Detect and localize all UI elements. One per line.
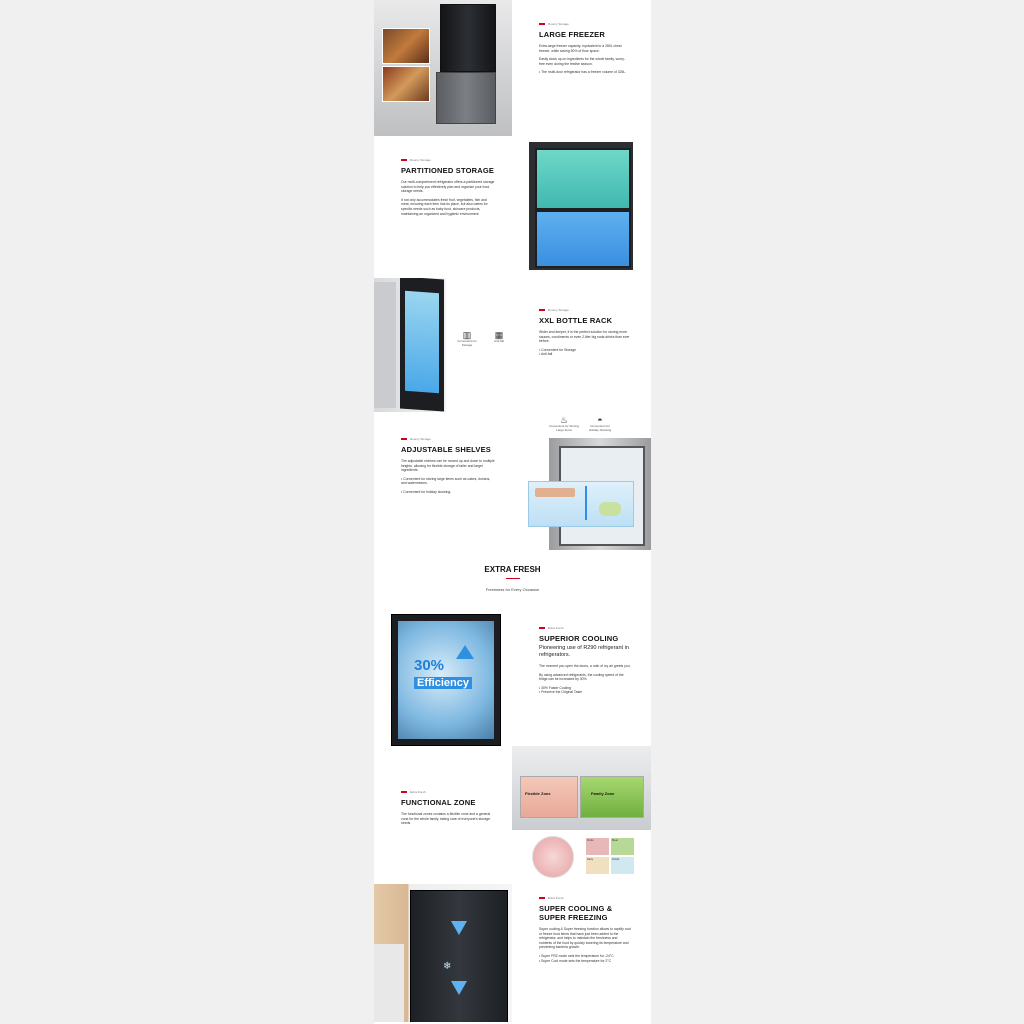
chest-freezer (436, 72, 496, 124)
large-freezer-section (374, 0, 651, 140)
section-title: SUPERIOR COOLING (539, 634, 619, 643)
section-tag: Roomy Storage (401, 158, 496, 162)
cooling-fridge-image (391, 614, 501, 746)
grid-item: Meat (611, 838, 634, 855)
fridge-black (440, 4, 496, 72)
bottles-icon: ▥ (462, 330, 472, 340)
section-title: ADJUSTABLE SHELVES (401, 445, 492, 454)
extra-fresh-subtitle: Freshness for Every Occasion (485, 587, 540, 592)
door-bins (405, 291, 439, 393)
section-tag: Roomy Storage (539, 308, 631, 312)
extra-fresh-header (374, 565, 651, 592)
adjustable-shelves-section (374, 413, 651, 551)
super-cooling-section (374, 884, 651, 1024)
section-text: The moment you open the doors, a rush of icy air greets you. By using advanced refrigerants, the cooling speed of the fridge can be increased by 30%. • 30% Faster Cooling • Preserve the Original Taste (539, 664, 631, 695)
section-title: FUNCTIONAL ZONE (401, 798, 476, 807)
bottle-rack-image (374, 278, 446, 412)
pot-shape (599, 502, 621, 516)
fridge-black (410, 890, 508, 1022)
arrow-down-icon (451, 981, 467, 995)
superior-cooling-section (374, 610, 651, 746)
meat-photo (382, 66, 430, 102)
red-divider (506, 578, 520, 579)
grid-item: Dairy (586, 857, 609, 874)
cabinet (374, 944, 404, 1022)
section-text: The adjustable shelves can be moved up and down to multiple heights, allowing for flexible storage of taller and larger ingredients. • Convenient for storing large items such as cakes, durians, and watermelons. • Convenient for holiday stocking. (401, 459, 496, 495)
snowflake-icon: ❄ (443, 961, 452, 972)
product-page (374, 0, 651, 1024)
storage-icon-block: ▥ Convenient for Storage (457, 330, 477, 347)
large-freezer-image (374, 0, 512, 136)
food-plate-image (532, 836, 574, 878)
arrow-down-icon (451, 921, 467, 935)
functional-zone-section (374, 746, 651, 884)
section-text: Super cooling & Super freezing function allows to rapidly cool or freeze food items that have just been added to the refrigerator, and helps to maintain the freshness and nutrients of the food by quickly lowering its temperature and preventing bacteria growth. • Super FRZ mode sets the temperature for -24°C • Super Cool mode sets the temperature for 2°C (539, 927, 631, 963)
section-subtitle: Pioneering use of R290 refrigerant in refrigerators. (539, 645, 629, 658)
section-tag: Roomy Storage (539, 22, 629, 26)
fridge-interior (374, 282, 396, 408)
section-text: The functional zones contains a flexible zone and a general zone for the whole family, taking care of everyone's storage needs. (401, 812, 491, 826)
section-tag: Extra Fresh (401, 790, 496, 794)
family-zone-drawer (580, 776, 644, 818)
family-zone-label: Family Zone (591, 791, 615, 796)
section-title: XXL BOTTLE RACK (539, 316, 613, 325)
extra-fresh-title: EXTRA FRESH (484, 565, 541, 574)
section-tag: Extra Fresh (539, 626, 631, 630)
drawer-image (512, 746, 651, 830)
arrow-up-icon (456, 645, 474, 659)
section-text: Our multi-compartment refrigerator offers a partitioned storage solution to help you effectively plan and organize your food storage needs. It not only accommodates fresh fruit, vegetables, fish and meat, ensuring each item has its place, but also caters for specific needs such as baby food, skincare products, maintaining an organized and hygienic environment. (401, 180, 495, 216)
super-cooling-image (374, 884, 512, 1022)
partitioned-fridge-image (529, 142, 633, 270)
section-text: Extra-large freezer capacity, equivalent to a 280L chest freezer, while saving 50% of floor space. Easily stock up on ingredients for the whole family, worry-free even during the festive season. • The multi-door refrigerator has a freezer volume of 325L. (539, 44, 629, 75)
seafood-photo (382, 28, 430, 64)
section-title: PARTITIONED STORAGE (401, 166, 495, 175)
flexible-zone-drawer (520, 776, 578, 818)
food-grid (586, 838, 634, 874)
bottle-rack-icon: ▦ (494, 330, 504, 340)
section-tag: Roomy Storage (401, 437, 496, 441)
fridge-door (400, 278, 444, 412)
grid-item: Fruits (586, 838, 609, 855)
holiday-icon-block: ◓ Convenient for Holiday Stocking (588, 415, 612, 432)
section-title: LARGE FREEZER (539, 30, 605, 39)
efficiency-percent: 30% (414, 657, 445, 674)
section-text: Wider and deeper, it is the perfect solution for storing more sauces, condiments or even 2-liter big soda drinks than ever before. • Convenient for Storage • Anti-fall (539, 330, 631, 357)
shelf-zoom-image (528, 481, 634, 527)
section-title: SUPER COOLING & SUPER FREEZING (539, 904, 613, 922)
partitioned-storage-section (374, 140, 651, 278)
antifall-icon-block: ▦ Anti-fall (493, 330, 504, 343)
flexible-zone-label: Flexible Zone (525, 791, 551, 796)
freezer-compartment (535, 210, 631, 268)
grid-item: Drinks (611, 857, 634, 874)
large-items-icon-block: ♨ Convenient for Storing Large Items (549, 415, 579, 432)
efficiency-word: Efficiency (414, 677, 472, 689)
cake-shape (535, 488, 575, 497)
height-arrow (585, 486, 587, 520)
xxl-bottle-rack-section (374, 278, 651, 413)
pot-icon: ♨ (559, 415, 569, 425)
section-tag: Extra Fresh (539, 896, 631, 900)
cake-icon: ◓ (597, 415, 603, 425)
fridge-compartment (535, 148, 631, 210)
